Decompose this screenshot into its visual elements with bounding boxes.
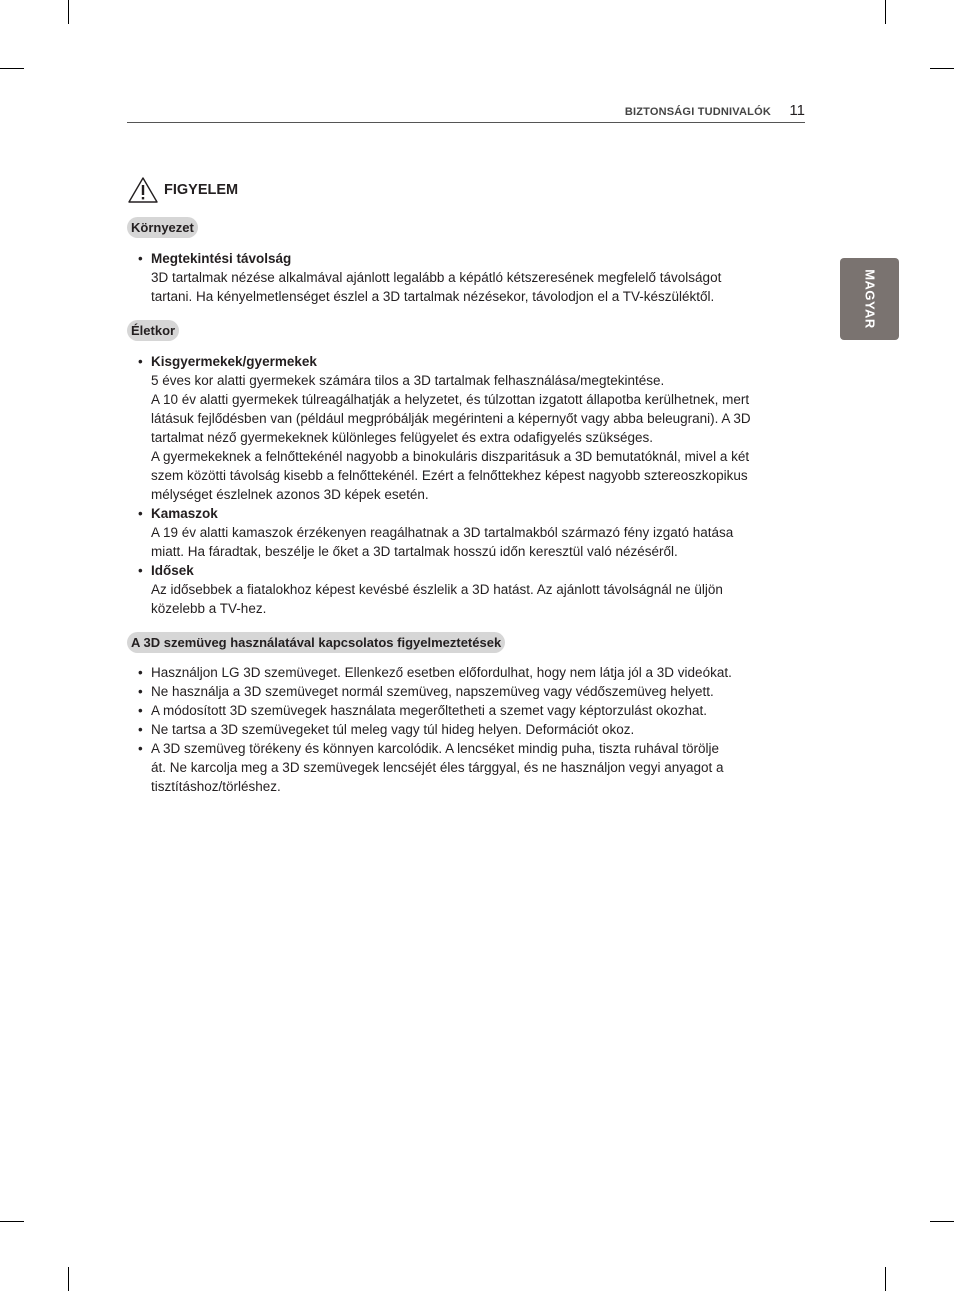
item-line: A 19 év alatti kamaszok érzékenyen reagálhatnak a 3D tartalmakból származó fény izgató hatása — [151, 525, 734, 540]
item-line: Ne tartsa a 3D szemüvegeket túl meleg vagy túl hideg helyen. Deformációt okoz. — [151, 722, 635, 737]
list-item — [138, 663, 788, 682]
environment-list — [138, 249, 788, 306]
bullet-icon: • — [138, 741, 143, 756]
item-line: tartalmat néző gyermekeknek különleges felügyelet és extra odafigyelés szükséges. — [151, 430, 654, 445]
bullet-icon: • — [138, 665, 143, 680]
list-item — [138, 352, 788, 504]
item-line: Ne használja a 3D szemüveget normál szemüveg, napszemüveg vagy védőszemüveg helyett. — [151, 684, 714, 699]
section-title: BIZTONSÁGI TUDNIVALÓK — [624, 106, 771, 118]
section-tag-glasses: A 3D szemüveg használatával kapcsolatos figyelmeztetések — [127, 632, 505, 653]
item-line: miatt. Ha fáradtak, beszélje le őket a 3D tartalmak hosszú időn keresztül való nézéséről. — [151, 544, 678, 559]
item-line: mélységet észlelnek azonos 3D képek esetén. — [151, 487, 429, 502]
list-item — [138, 504, 788, 561]
crop-mark — [930, 1221, 954, 1222]
crop-mark — [885, 1267, 886, 1291]
bullet-icon: • — [138, 506, 143, 521]
item-line: A gyermekeknek a felnőttekénél nagyobb a binokuláris diszparitásuk a 3D bemutatóknál, mivel a két — [151, 449, 750, 464]
item-line: 5 éves kor alatti gyermekek számára tilos a 3D tartalmak felhasználása/megtekintése. — [151, 373, 665, 388]
item-line: Az idősebbek a fiatalokhoz képest kevésbé észlelik a 3D hatást. Az ajánlott távolságnál ne üljön — [151, 582, 723, 597]
section-tag-age: Életkor — [127, 320, 179, 341]
item-line: látásuk fejlődésben van (például megpróbálják megérinteni a képernyőt vagy abba beleugrani). A 3D — [151, 411, 751, 426]
item-line: 3D tartalmak nézése alkalmával ajánlott legalább a képátló kétszeresének megfelelő távolságot — [151, 270, 722, 285]
crop-mark — [930, 68, 954, 69]
item-title: Kisgyermekek/gyermekek — [151, 354, 317, 369]
page-header — [127, 102, 805, 123]
crop-mark — [0, 68, 24, 69]
item-title: Kamaszok — [151, 506, 218, 521]
glasses-list — [138, 663, 788, 796]
item-title: Idősek — [151, 563, 194, 578]
bullet-icon: • — [138, 251, 143, 266]
item-line: közelebb a TV-hez. — [151, 601, 267, 616]
list-item — [138, 682, 788, 701]
language-tab — [840, 258, 899, 340]
item-line: át. Ne karcolja meg a 3D szemüvegek lencséjét éles tárggyal, és ne használjon vegyi anyagot a — [151, 760, 724, 775]
bullet-icon: • — [138, 684, 143, 699]
list-item — [138, 720, 788, 739]
page-number: 11 — [789, 102, 805, 119]
item-title: Megtekintési távolság — [151, 251, 292, 266]
age-list — [138, 352, 788, 618]
list-item — [138, 249, 788, 306]
item-line: A 3D szemüveg törékeny és könnyen karcolódik. A lencséket mindig puha, tiszta ruhával törölje — [151, 741, 720, 756]
bullet-icon: • — [138, 354, 143, 369]
item-line: tartani. Ha kényelmetlenséget észlel a 3D tartalmak nézésekor, távolodjon el a TV-készüléktől. — [151, 289, 715, 304]
crop-mark — [0, 1221, 24, 1222]
list-item — [138, 739, 788, 796]
crop-mark — [885, 0, 886, 24]
crop-mark — [68, 0, 69, 24]
section-tag-environment: Környezet — [127, 217, 198, 238]
bullet-icon: • — [138, 722, 143, 737]
bullet-icon: • — [138, 563, 143, 578]
warning-triangle-icon — [127, 176, 159, 204]
item-line: A módosított 3D szemüvegek használata megerőltetheti a szemet vagy képtorzulást okozhat. — [151, 703, 708, 718]
bullet-icon: • — [138, 703, 143, 718]
item-line: Használjon LG 3D szemüveget. Ellenkező esetben előfordulhat, hogy nem látja jól a 3D videókat. — [151, 665, 732, 680]
item-line: A 10 év alatti gyermekek túlreagálhatják a helyzetet, és túlzottan izgatott állapotba kerülhetnek, mert — [151, 392, 750, 407]
item-line: szem közötti távolság kisebb a felnőttekénél. Ezért a felnőttekhez képest nagyobb sztereoszkopikus — [151, 468, 748, 483]
item-line: tisztításhoz/törléshez. — [151, 779, 281, 794]
list-item — [138, 701, 788, 720]
language-tab-label: MAGYAR — [862, 269, 877, 329]
list-item — [138, 561, 788, 618]
caution-label: FIGYELEM — [164, 182, 239, 198]
crop-mark — [68, 1267, 69, 1291]
